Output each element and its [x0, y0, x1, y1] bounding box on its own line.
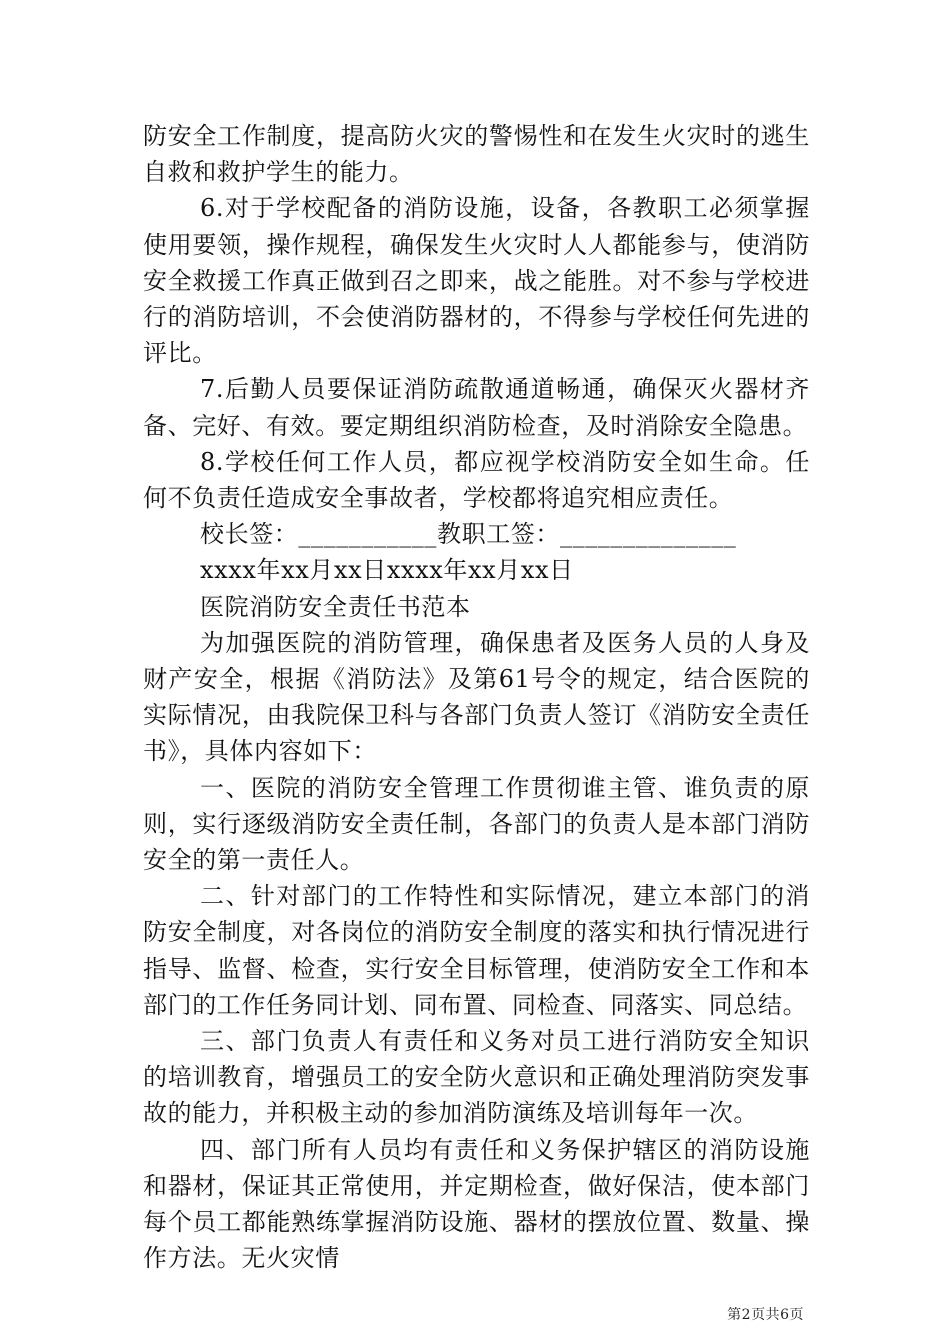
- paragraph-item-4: 四、部门所有人员均有责任和义务保护辖区的消防设施和器材，保证其正常使用，并定期检查，做好保洁，使本部门每个员工都能熟练掌握消防设施、器材的摆放位置、数量、操作方法。无火灾情: [143, 1135, 810, 1273]
- paragraph-item-1: 一、医院的消防安全管理工作贯彻谁主管、谁负责的原则，实行逐级消防安全责任制，各部门的负责人是本部门消防安全的第一责任人。: [143, 773, 810, 875]
- paragraph-4: 8.学校任何工作人员，都应视学校消防安全如生命。任何不负责任造成安全事故者，学校都将追究相应责任。: [143, 447, 810, 513]
- paragraph-item-2: 二、针对部门的工作特性和实际情况，建立本部门的消防安全制度，对各岗位的消防安全制度的落实和执行情况进行指导、监督、检查，实行安全目标管理，使消防安全工作和本部门的工作任务同计划、同布置、同检查、同落实、同总结。: [143, 882, 810, 1019]
- document-body: [143, 118, 810, 1277]
- paragraph-3: 7.后勤人员要保证消防疏散通道畅通，确保灭火器材齐备、完好、有效。要定期组织消防检查，及时消除安全隐患。: [143, 375, 810, 440]
- section-title: 医院消防安全责任书范本: [200, 592, 471, 621]
- paragraph-1: 防安全工作制度，提高防火灾的警惕性和在发生火灾时的逃生自救和救护学生的能力。: [143, 122, 810, 187]
- date-line: xxxx年xx月xx日xxxx年xx月xx日: [200, 556, 574, 585]
- signature-line: 校长签：___________教职工签：______________: [200, 520, 737, 549]
- paragraph-2: 6.对于学校配备的消防设施，设备，各教职工必须掌握使用要领，操作规程，确保发生火灾时人人都能参与，使消防安全救援工作真正做到召之即来，战之能胜。对不参与学校进行的消防培训，不会使消防器材的，不得参与学校任何先进的评比。: [143, 194, 810, 368]
- paragraph-intro: 为加强医院的消防管理，确保患者及医务人员的人身及财产安全，根据《消防法》及第61号令的规定，结合医院的实际情况，由我院保卫科与各部门负责人签订《消防安全责任书》，具体内容如下：: [143, 628, 810, 766]
- page-number: 第2页共6页: [727, 1307, 804, 1323]
- paragraph-item-3: 三、部门负责人有责任和义务对员工进行消防安全知识的培训教育，增强员工的安全防火意识和正确处理消防突发事故的能力，并积极主动的参加消防演练及培训每年一次。: [143, 1027, 810, 1128]
